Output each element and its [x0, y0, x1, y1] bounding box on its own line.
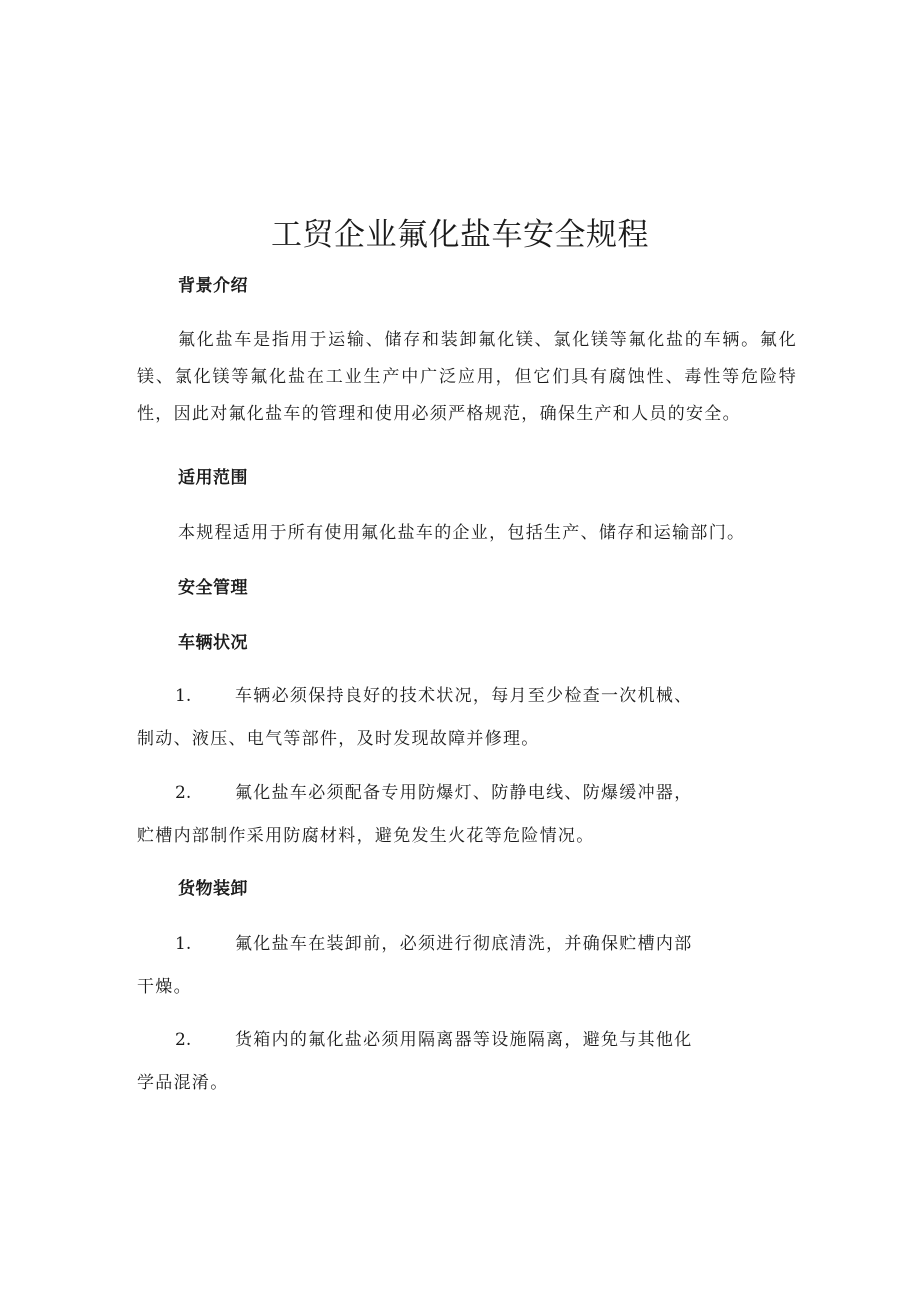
list-number: 2.	[175, 1030, 192, 1050]
list-item-text-continued: 制动、液压、电气等部件，及时发现故障并修理。	[137, 729, 540, 749]
heading-safety: 安全管理	[178, 578, 248, 598]
list-item-text-continued: 干燥。	[137, 977, 192, 997]
list-item-text-continued: 学品混淆。	[137, 1073, 229, 1093]
list-item-text: 货箱内的氟化盐必须用隔离器等设施隔离，避免与其他化	[235, 1030, 693, 1050]
document-title: 工贸企业氟化盐车安全规程	[271, 217, 649, 253]
list-item-vehicle-1	[137, 675, 737, 761]
paragraph-scope: 本规程适用于所有使用氟化盐车的企业，包括生产、储存和运输部门。	[178, 523, 746, 543]
list-item-cargo-2	[137, 1019, 737, 1105]
list-number: 1.	[175, 686, 192, 706]
list-item-text: 氟化盐车必须配备专用防爆灯、防静电线、防爆缓冲器，	[235, 783, 693, 803]
heading-scope: 适用范围	[178, 468, 248, 488]
heading-cargo: 货物装卸	[178, 879, 248, 899]
paragraph-background: 氟化盐车是指用于运输、储存和装卸氟化镁、氯化镁等氟化盐的车辆。氟化镁、氯化镁等氟化盐在工业生产中广泛应用，但它们具有腐蚀性、毒性等危险特性，因此对氟化盐车的管理和使用必须严格规范，确保生产和人员的安全。	[137, 330, 797, 424]
heading-vehicle: 车辆状况	[178, 633, 248, 653]
list-item-text-continued: 贮槽内部制作采用防腐材料，避免发生火花等危险情况。	[137, 826, 595, 846]
list-number: 1.	[175, 934, 192, 954]
heading-background: 背景介绍	[178, 276, 248, 296]
list-item-vehicle-2	[137, 772, 737, 858]
list-item-cargo-1	[137, 923, 737, 1009]
list-item-text: 氟化盐车在装卸前，必须进行彻底清洗，并确保贮槽内部	[235, 934, 693, 954]
list-item-text: 车辆必须保持良好的技术状况，每月至少检查一次机械、	[235, 686, 693, 706]
list-number: 2.	[175, 783, 192, 803]
